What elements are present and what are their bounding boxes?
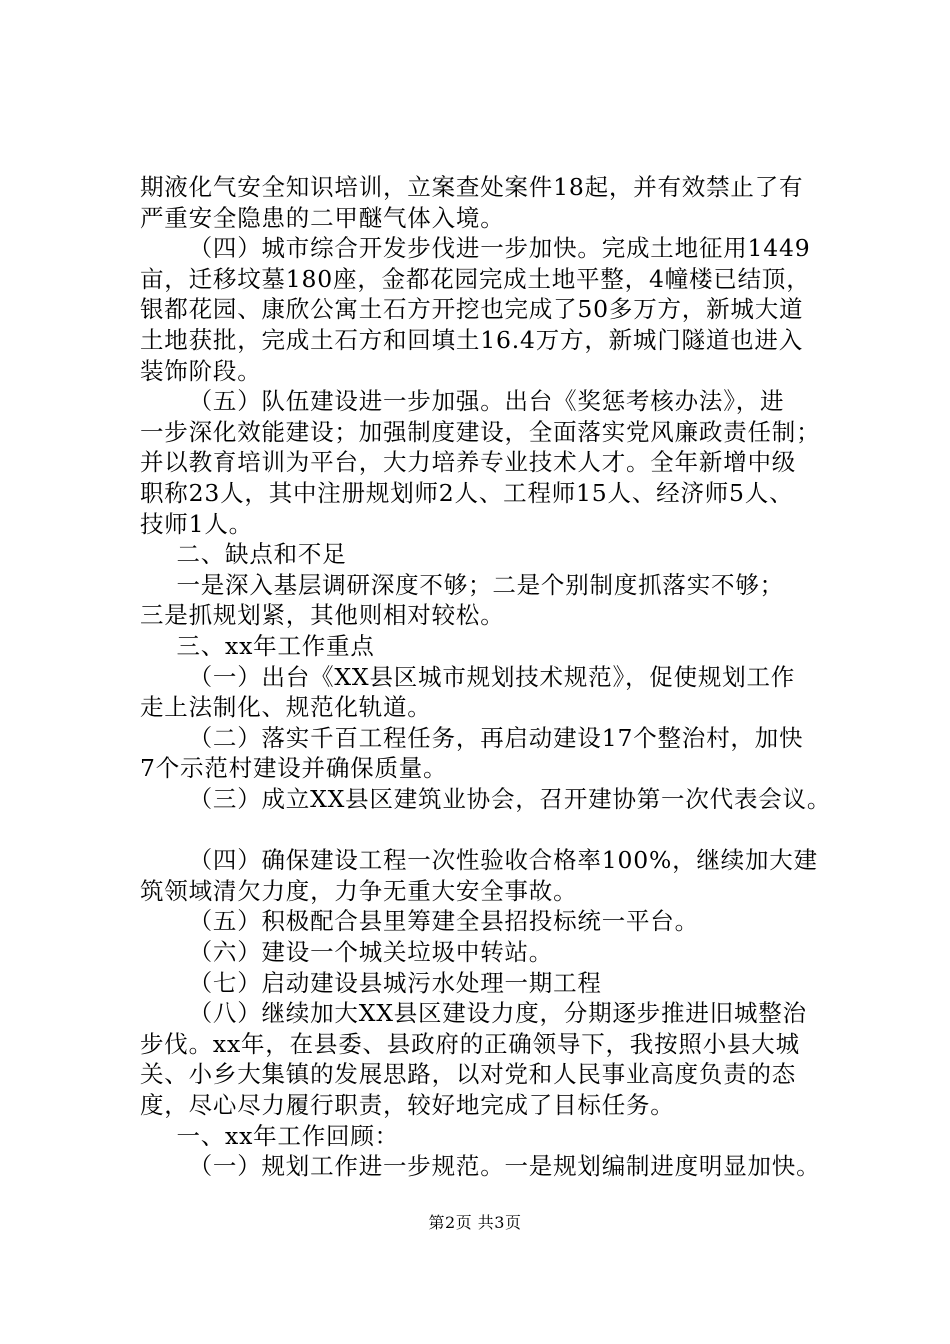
text-line: 7个示范村建设并确保质量。 [140,754,448,783]
text-line: 走上法制化、规范化轨道。 [140,693,432,722]
text-line: 严重安全隐患的二甲醚气体入境。 [140,203,505,232]
text-line: （四）确保建设工程一次性验收合格率100%，继续加大建 [188,846,818,875]
text-line: （二）落实千百工程任务，再启动建设17个整治村，加快 [188,723,804,752]
text-line: （五）积极配合县里筹建全县招投标统一平台。 [188,907,699,936]
text-line: （一）出台《XX县区城市规划技术规范》，促使规划工作 [188,662,796,691]
text-line: 筑领域清欠力度，力争无重大安全事故。 [140,876,578,905]
text-line: 装饰阶段。 [140,356,262,385]
text-line: 度，尽心尽力履行职责，较好地完成了目标任务。 [140,1091,675,1119]
text-line: 技师1人。 [140,509,253,538]
text-line: 并以教育培训为平台，大力培养专业技术人才。全年新增中级 [140,448,797,477]
text-line: 步伐。xx年，在县委、县政府的正确领导下，我按照小县大城 [140,1029,800,1058]
text-line: 期液化气安全知识培训，立案查处案件18起，并有效禁止了有 [140,173,804,201]
page-footer: 第2页 共3页 [428,1213,522,1232]
text-line: （三）成立XX县区建筑业协会，召开建协第一次代表会议。 [188,785,832,813]
text-line: 土地获批，完成土石方和回填土16.4万方，新城门隧道也进入 [140,326,804,354]
text-line: 职称23人，其中注册规划师2人、工程师15人、经济师5人、 [140,479,794,507]
text-line: 一、xx年工作回顾： [176,1121,399,1150]
text-line: 三、xx年工作重点 [176,632,375,660]
text-line: 一是深入基层调研深度不够；二是个别制度抓落实不够； [176,570,784,599]
text-line: 亩，迁移坟墓180座，金都花园完成土地平整，4幢楼已结顶， [140,264,811,293]
text-line: （六）建设一个城关垃圾中转站。 [188,938,554,966]
text-line: 三是抓规划紧，其他则相对较松。 [140,601,505,630]
text-line: 一步深化效能建设；加强制度建设，全面落实党风廉政责任制； [140,417,821,446]
text-line: （一）规划工作进一步规范。一是规划编制进度明显加快。 [188,1152,821,1181]
text-line: 关、小乡大集镇的发展思路，以对党和人民事业高度负责的态 [140,1060,797,1089]
text-line: （四）城市综合开发步伐进一步加快。完成土地征用1449 [188,234,811,263]
text-line: （七）启动建设县城污水处理一期工程 [188,968,602,997]
text-line: （八）继续加大XX县区建设力度，分期逐步推进旧城整治 [188,999,807,1028]
text-line: （五）队伍建设进一步加强。出台《奖惩考核办法》，进 [188,387,785,416]
text-line: 银都花园、康欣公寓土石方开挖也完成了50多万方，新城大道 [140,295,804,324]
text-line: 二、缺点和不足 [176,540,347,569]
